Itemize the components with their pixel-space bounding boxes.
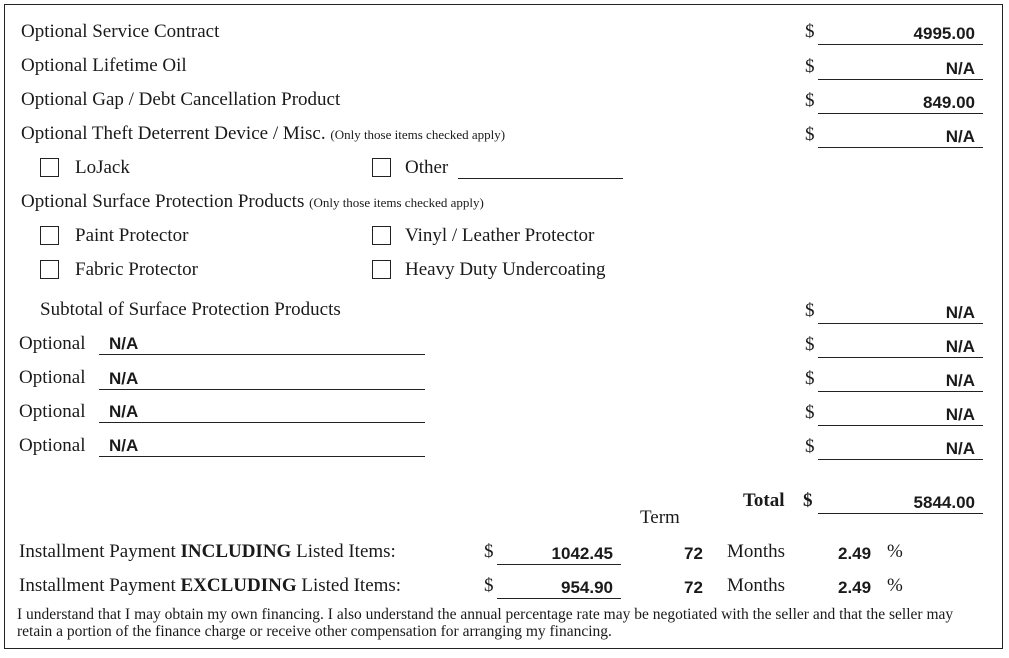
optional-label: Optional [19, 435, 86, 456]
installment-including-pct: % [887, 541, 903, 562]
surface-note: (Only those items checked apply) [309, 195, 484, 210]
installment-prefix: Installment Payment [19, 541, 181, 562]
theft-note: (Only those items checked apply) [330, 127, 506, 142]
optional-name-field[interactable]: N/A [99, 333, 425, 355]
theft-label [21, 123, 505, 146]
optional-amount[interactable]: N/A [818, 370, 983, 392]
installment-excluding-rate: 2.49 [838, 578, 872, 597]
installment-including-label [19, 541, 396, 563]
undercoating-label: Heavy Duty Undercoating [405, 259, 606, 280]
subtotal-label: Subtotal of Surface Protection Products [40, 299, 341, 320]
fabric-protector-checkbox[interactable] [40, 260, 59, 279]
installment-including-rate: 2.49 [838, 544, 872, 563]
optional-currency: $ [805, 334, 815, 355]
surface-label-text: Optional Surface Protection Products [21, 191, 305, 212]
optional-amount[interactable]: N/A [818, 404, 983, 426]
optional-name-field[interactable]: N/A [99, 368, 425, 390]
installment-including-amount[interactable]: 1042.45 [497, 543, 621, 565]
total-currency: $ [803, 490, 813, 511]
installment-excluding-pct: % [887, 575, 903, 596]
installment-excluding-label [19, 575, 401, 597]
installment-including-unit: Months [727, 541, 786, 562]
subtotal-currency: $ [805, 300, 815, 321]
gap-amount[interactable]: 849.00 [818, 92, 983, 114]
other-checkbox[interactable] [372, 158, 391, 177]
optional-name-field[interactable]: N/A [99, 401, 425, 423]
subtotal-amount[interactable]: N/A [818, 302, 983, 324]
lifetime-oil-currency: $ [805, 56, 815, 77]
gap-label: Optional Gap / Debt Cancellation Product [21, 89, 341, 110]
optional-label: Optional [19, 333, 86, 354]
lifetime-oil-label: Optional Lifetime Oil [21, 55, 187, 76]
vinyl-leather-label: Vinyl / Leather Protector [405, 225, 595, 246]
optional-currency: $ [805, 368, 815, 389]
theft-label-text: Optional Theft Deterrent Device / Misc. [21, 123, 326, 144]
fabric-protector-label: Fabric Protector [75, 259, 198, 280]
vinyl-leather-checkbox[interactable] [372, 226, 391, 245]
installment-bold-word: EXCLUDING [180, 575, 297, 596]
lojack-label: LoJack [75, 157, 130, 178]
installment-excluding-term: 72 [684, 578, 703, 597]
installment-including-term: 72 [684, 544, 703, 563]
optional-label: Optional [19, 367, 86, 388]
optional-currency: $ [805, 402, 815, 423]
term-label: Term [640, 507, 680, 528]
optional-name-field[interactable]: N/A [99, 435, 425, 457]
service-contract-currency: $ [805, 21, 815, 42]
financing-disclaimer: I understand that I may obtain my own financing. I also understand the annual percentage rate may be negotiated with the seller and that the seller may retain a portion of the finance charge or receive other compensation for arranging my financing. [17, 606, 954, 640]
paint-protector-checkbox[interactable] [40, 226, 59, 245]
installment-excluding-currency: $ [484, 575, 494, 596]
optional-label: Optional [19, 401, 86, 422]
lojack-checkbox[interactable] [40, 158, 59, 177]
installment-excluding-amount[interactable]: 954.90 [497, 577, 621, 599]
installment-bold-word: INCLUDING [180, 541, 292, 562]
theft-amount[interactable]: N/A [818, 126, 983, 148]
optional-currency: $ [805, 436, 815, 457]
paint-protector-label: Paint Protector [75, 225, 189, 246]
installment-suffix: Listed Items: [291, 541, 396, 562]
installment-prefix: Installment Payment [19, 575, 181, 596]
installment-including-currency: $ [484, 541, 494, 562]
service-contract-label: Optional Service Contract [21, 21, 220, 42]
theft-currency: $ [805, 124, 815, 145]
service-contract-amount[interactable]: 4995.00 [818, 23, 983, 45]
installment-suffix: Listed Items: [296, 575, 402, 596]
total-amount[interactable]: 5844.00 [818, 492, 983, 514]
surface-label [21, 191, 484, 214]
other-label: Other [405, 157, 449, 178]
optional-amount[interactable]: N/A [818, 438, 983, 460]
total-label: Total [743, 490, 785, 511]
optional-amount[interactable]: N/A [818, 336, 983, 358]
installment-excluding-unit: Months [727, 575, 786, 596]
other-input[interactable] [458, 157, 623, 179]
undercoating-checkbox[interactable] [372, 260, 391, 279]
lifetime-oil-amount[interactable]: N/A [818, 58, 983, 80]
gap-currency: $ [805, 90, 815, 111]
